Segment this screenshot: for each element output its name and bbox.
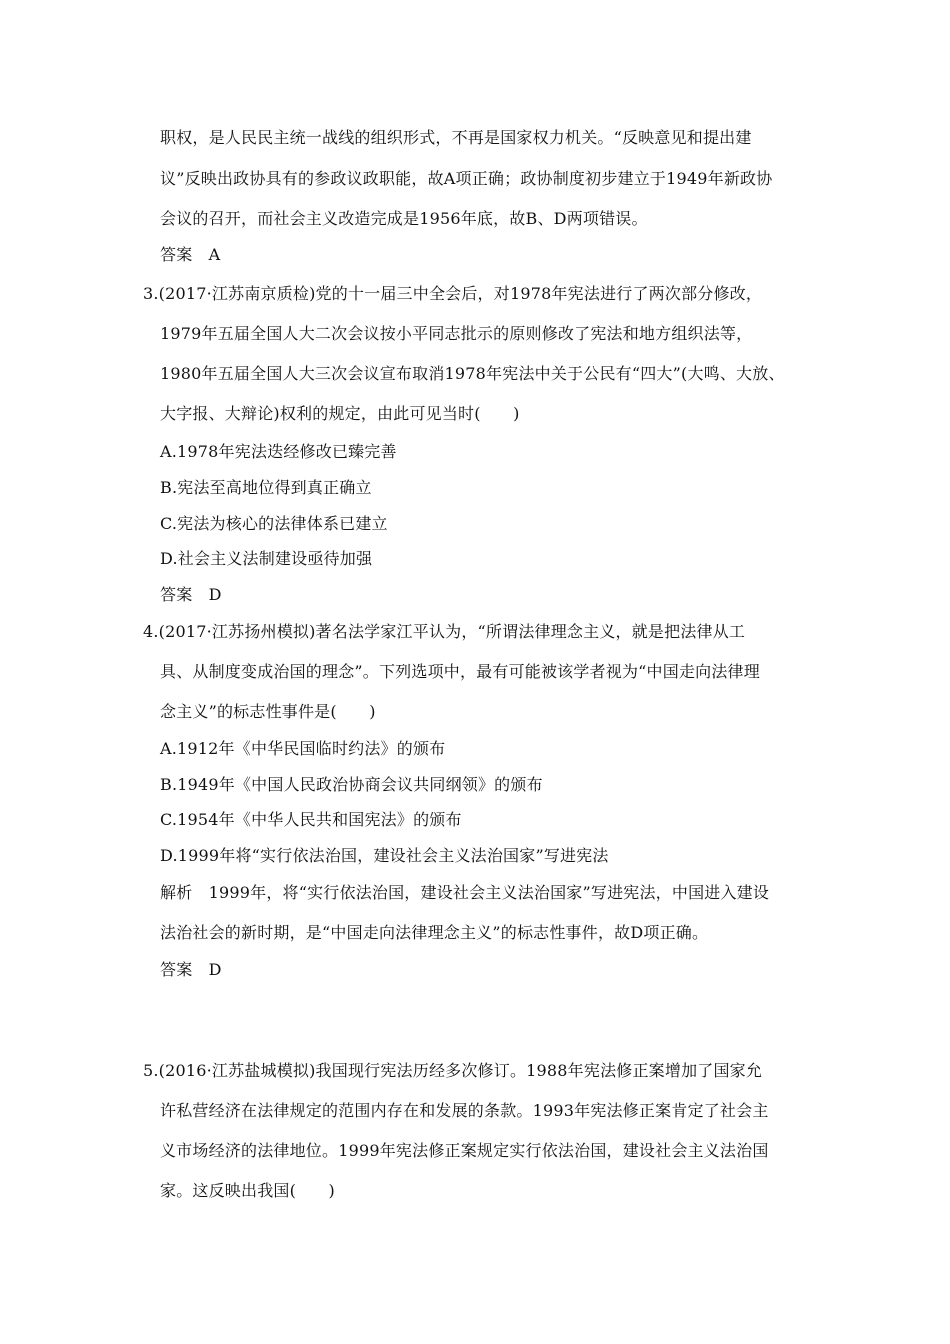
q3-stem-line-2: 1979年五届全国人大二次会议按小平同志批示的原则修改了宪法和地方组织法等， — [160, 324, 753, 343]
intro-answer: 答案 A — [160, 245, 221, 264]
q3-option-b: B.宪法至高地位得到真正确立 — [160, 478, 372, 497]
q3-option-a: A.1978年宪法迭经修改已臻完善 — [160, 442, 397, 461]
q4-stem-line-1: 4.(2017·江苏扬州模拟)著名法学家江平认为，“所谓法律理念主义，就是把法律从工 — [143, 622, 746, 641]
q4-stem-line-3: 念主义”的标志性事件是( ) — [160, 702, 376, 721]
q4-option-b: B.1949年《中国人民政治协商会议共同纲领》的颁布 — [160, 775, 543, 794]
intro-line-3: 会议的召开，而社会主义改造完成是1956年底，故B、D两项错误。 — [160, 209, 648, 228]
q4-stem-line-2: 具、从制度变成治国的理念”。下列选项中，最有可能被该学者视为“中国走向法律理 — [160, 662, 760, 681]
q3-stem-line-1: 3.(2017·江苏南京质检)党的十一届三中全会后，对1978年宪法进行了两次部分修改， — [143, 284, 763, 303]
q4-option-d: D.1999年将“实行依法治国，建设社会主义法治国家”写进宪法 — [160, 846, 609, 865]
q5-stem-line-3: 义市场经济的法律地位。1999年宪法修正案规定实行依法治国，建设社会主义法治国 — [160, 1141, 769, 1160]
q3-stem-line-4: 大字报、大辩论)权利的规定，由此可见当时( ) — [160, 404, 520, 423]
q3-option-c: C.宪法为核心的法律体系已建立 — [160, 514, 388, 533]
q4-answer: 答案 D — [160, 960, 222, 979]
q4-option-a: A.1912年《中华民国临时约法》的颁布 — [160, 739, 446, 758]
q4-analysis-line-2: 法治社会的新时期，是“中国走向法律理念主义”的标志性事件，故D项正确。 — [160, 923, 709, 942]
q5-stem-line-1: 5.(2016·江苏盐城模拟)我国现行宪法历经多次修订。1988年宪法修正案增加了国家允 — [143, 1061, 763, 1080]
intro-line-1: 职权，是人民民主统一战线的组织形式，不再是国家权力机关。“反映意见和提出建 — [160, 128, 752, 147]
q3-answer: 答案 D — [160, 585, 222, 604]
q3-option-d: D.社会主义法制建设亟待加强 — [160, 549, 373, 568]
q4-option-c: C.1954年《中华人民共和国宪法》的颁布 — [160, 810, 462, 829]
q5-stem-line-4: 家。这反映出我国( ) — [160, 1181, 335, 1200]
q5-stem-line-2: 许私营经济在法律规定的范围内存在和发展的条款。1993年宪法修正案肯定了社会主 — [160, 1101, 769, 1120]
intro-line-2: 议”反映出政协具有的参政议政职能，故A项正确；政协制度初步建立于1949年新政协 — [160, 169, 773, 188]
q4-analysis-line-1: 解析 1999年，将“实行依法治国，建设社会主义法治国家”写进宪法，中国进入建设 — [160, 883, 770, 902]
q3-stem-line-3: 1980年五届全国人大三次会议宣布取消1978年宪法中关于公民有“四大”(大鸣、大放、 — [160, 364, 785, 383]
